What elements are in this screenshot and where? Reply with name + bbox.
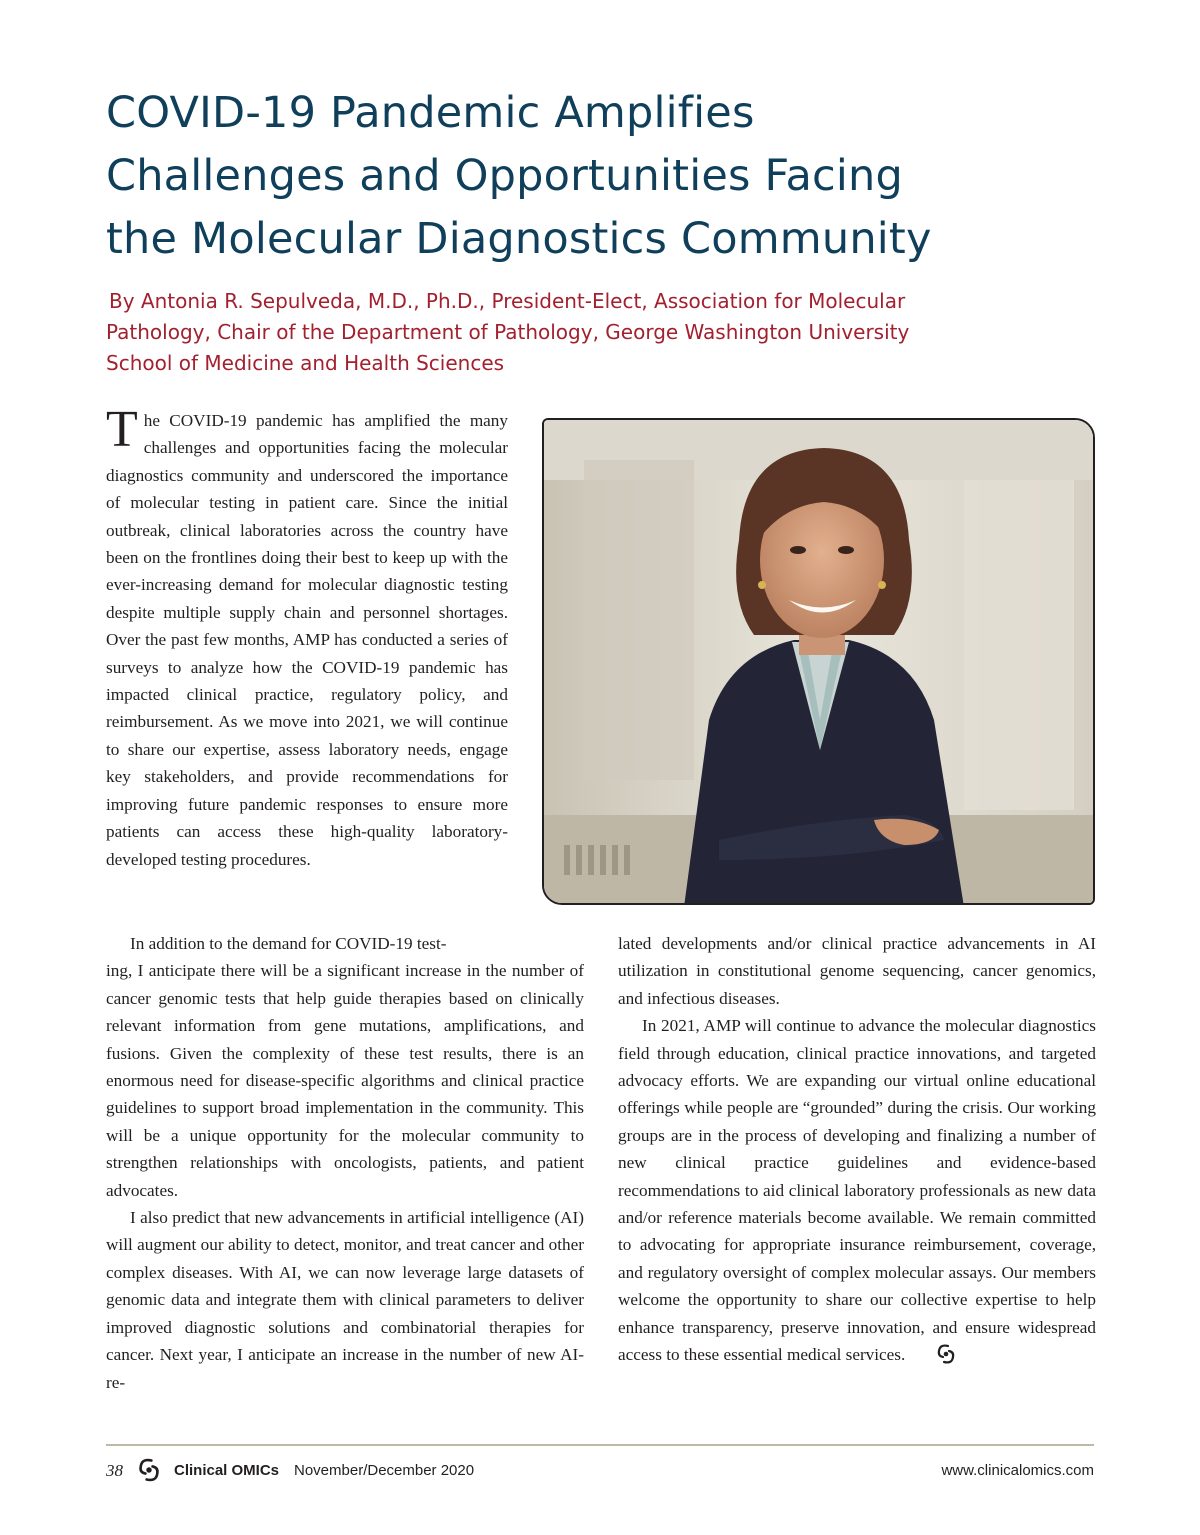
page-footer (106, 1457, 1094, 1485)
paragraph (618, 1012, 1096, 1373)
byline-line: Pathology, Chair of the Department of Pathology, George Washington University (106, 320, 910, 344)
clinical-omics-logo-icon (911, 1343, 957, 1373)
drop-cap: T (106, 401, 138, 458)
paragraph-text: In 2021, AMP will continue to advance the molecular diagnostics field through education, clinical practice innovations, and targeted advocacy efforts. We are expanding our virtual online educational offerings while people are “grounded” during the crisis. Our working groups are in the process of developing and finalizing a number of new clinical practice guidelines and evidence-based recommendations to aid clinical laboratory professionals as new data and/or reference materials become available. We remain committed to advocating for appropriate insurance reimbursement, coverage, and regulatory oversight of complex molecular assays. Our members welcome the opportunity to share our collective expertise to help enhance transparency, preserve innovation, and ensure widespread access to these essential medical services. (618, 1016, 1096, 1365)
byline-line: By Antonia R. Sepulveda, M.D., Ph.D., President-Elect, Association for Molecular (109, 289, 906, 313)
author-byline (106, 286, 1106, 379)
title-line: COVID-19 Pandemic Amplifies (106, 88, 755, 138)
right-column (618, 930, 1096, 1374)
paragraph (106, 930, 584, 1204)
title-line: the Molecular Diagnostics Community (106, 214, 932, 264)
intro-column (106, 401, 508, 873)
paragraph: I also predict that new advancements in artificial intelligence (AI) will augment our ability to detect, monitor, and treat cancer and other complex diseases. With AI, we can now leverage large datasets of genomic data and integrate them with clinical parameters to deliver improved diagnostic solutions and combinatorial therapies for cancer. Next year, I anticipate an increase in the number of new AI-re- (106, 1208, 584, 1392)
title-line: Challenges and Opportunities Facing (106, 151, 903, 201)
footer-rule (106, 1444, 1094, 1446)
paragraph-intro (106, 401, 508, 873)
clinical-omics-logo-icon (136, 1457, 162, 1487)
issue-date: November/December 2020 (294, 1462, 475, 1479)
byline-line: School of Medicine and Health Sciences (106, 351, 505, 375)
website-url[interactable]: www.clinicalomics.com (941, 1462, 1094, 1479)
article-title (106, 82, 1116, 271)
paragraph: lated developments and/or clinical practice advancements in AI utilization in constitutional genome sequencing, cancer genomics, and infectious diseases. (618, 934, 1096, 1008)
left-column (106, 930, 584, 1396)
author-portrait (542, 418, 1095, 905)
paragraph-text: ing, I anticipate there will be a significant increase in the number of cancer genomic tests that help guide therapies based on clinically relevant information from gene mutations, amplifications, and fusions. Given the complexity of these test results, there is an enormous need for disease-specific algorithms and clinical practice guidelines to support broad implementation in the community. This will be a unique opportunity for the molecular community to strengthen relationships with oncologists, patients, and patient advocates. (106, 961, 584, 1200)
paragraph-text: In addition to the demand for COVID-19 test- (130, 934, 447, 953)
publication-name: Clinical OMICs (174, 1462, 280, 1479)
page-number: 38 (106, 1461, 123, 1480)
paragraph-intro-text: he COVID-19 pandemic has amplified the many challenges and opportunities facing the molecular diagnostics community and underscored the importance of molecular testing in patient care. Since the initial outbreak, clinical laboratories across the country have been on the frontlines doing their best to keep up with the ever-increasing demand for molecular diagnostic testing despite multiple supply chain and personnel shortages. Over the past few months, AMP has conducted a series of surveys to analyze how the COVID-19 pandemic has impacted clinical practice, regulatory policy, and reimbursement. As we move into 2021, we will continue to share our expertise, assess laboratory needs, engage key stakeholders, and provide recommendations for improving future pandemic responses to ensure more patients can access these high-quality laboratory-developed testing procedures. (106, 411, 508, 869)
